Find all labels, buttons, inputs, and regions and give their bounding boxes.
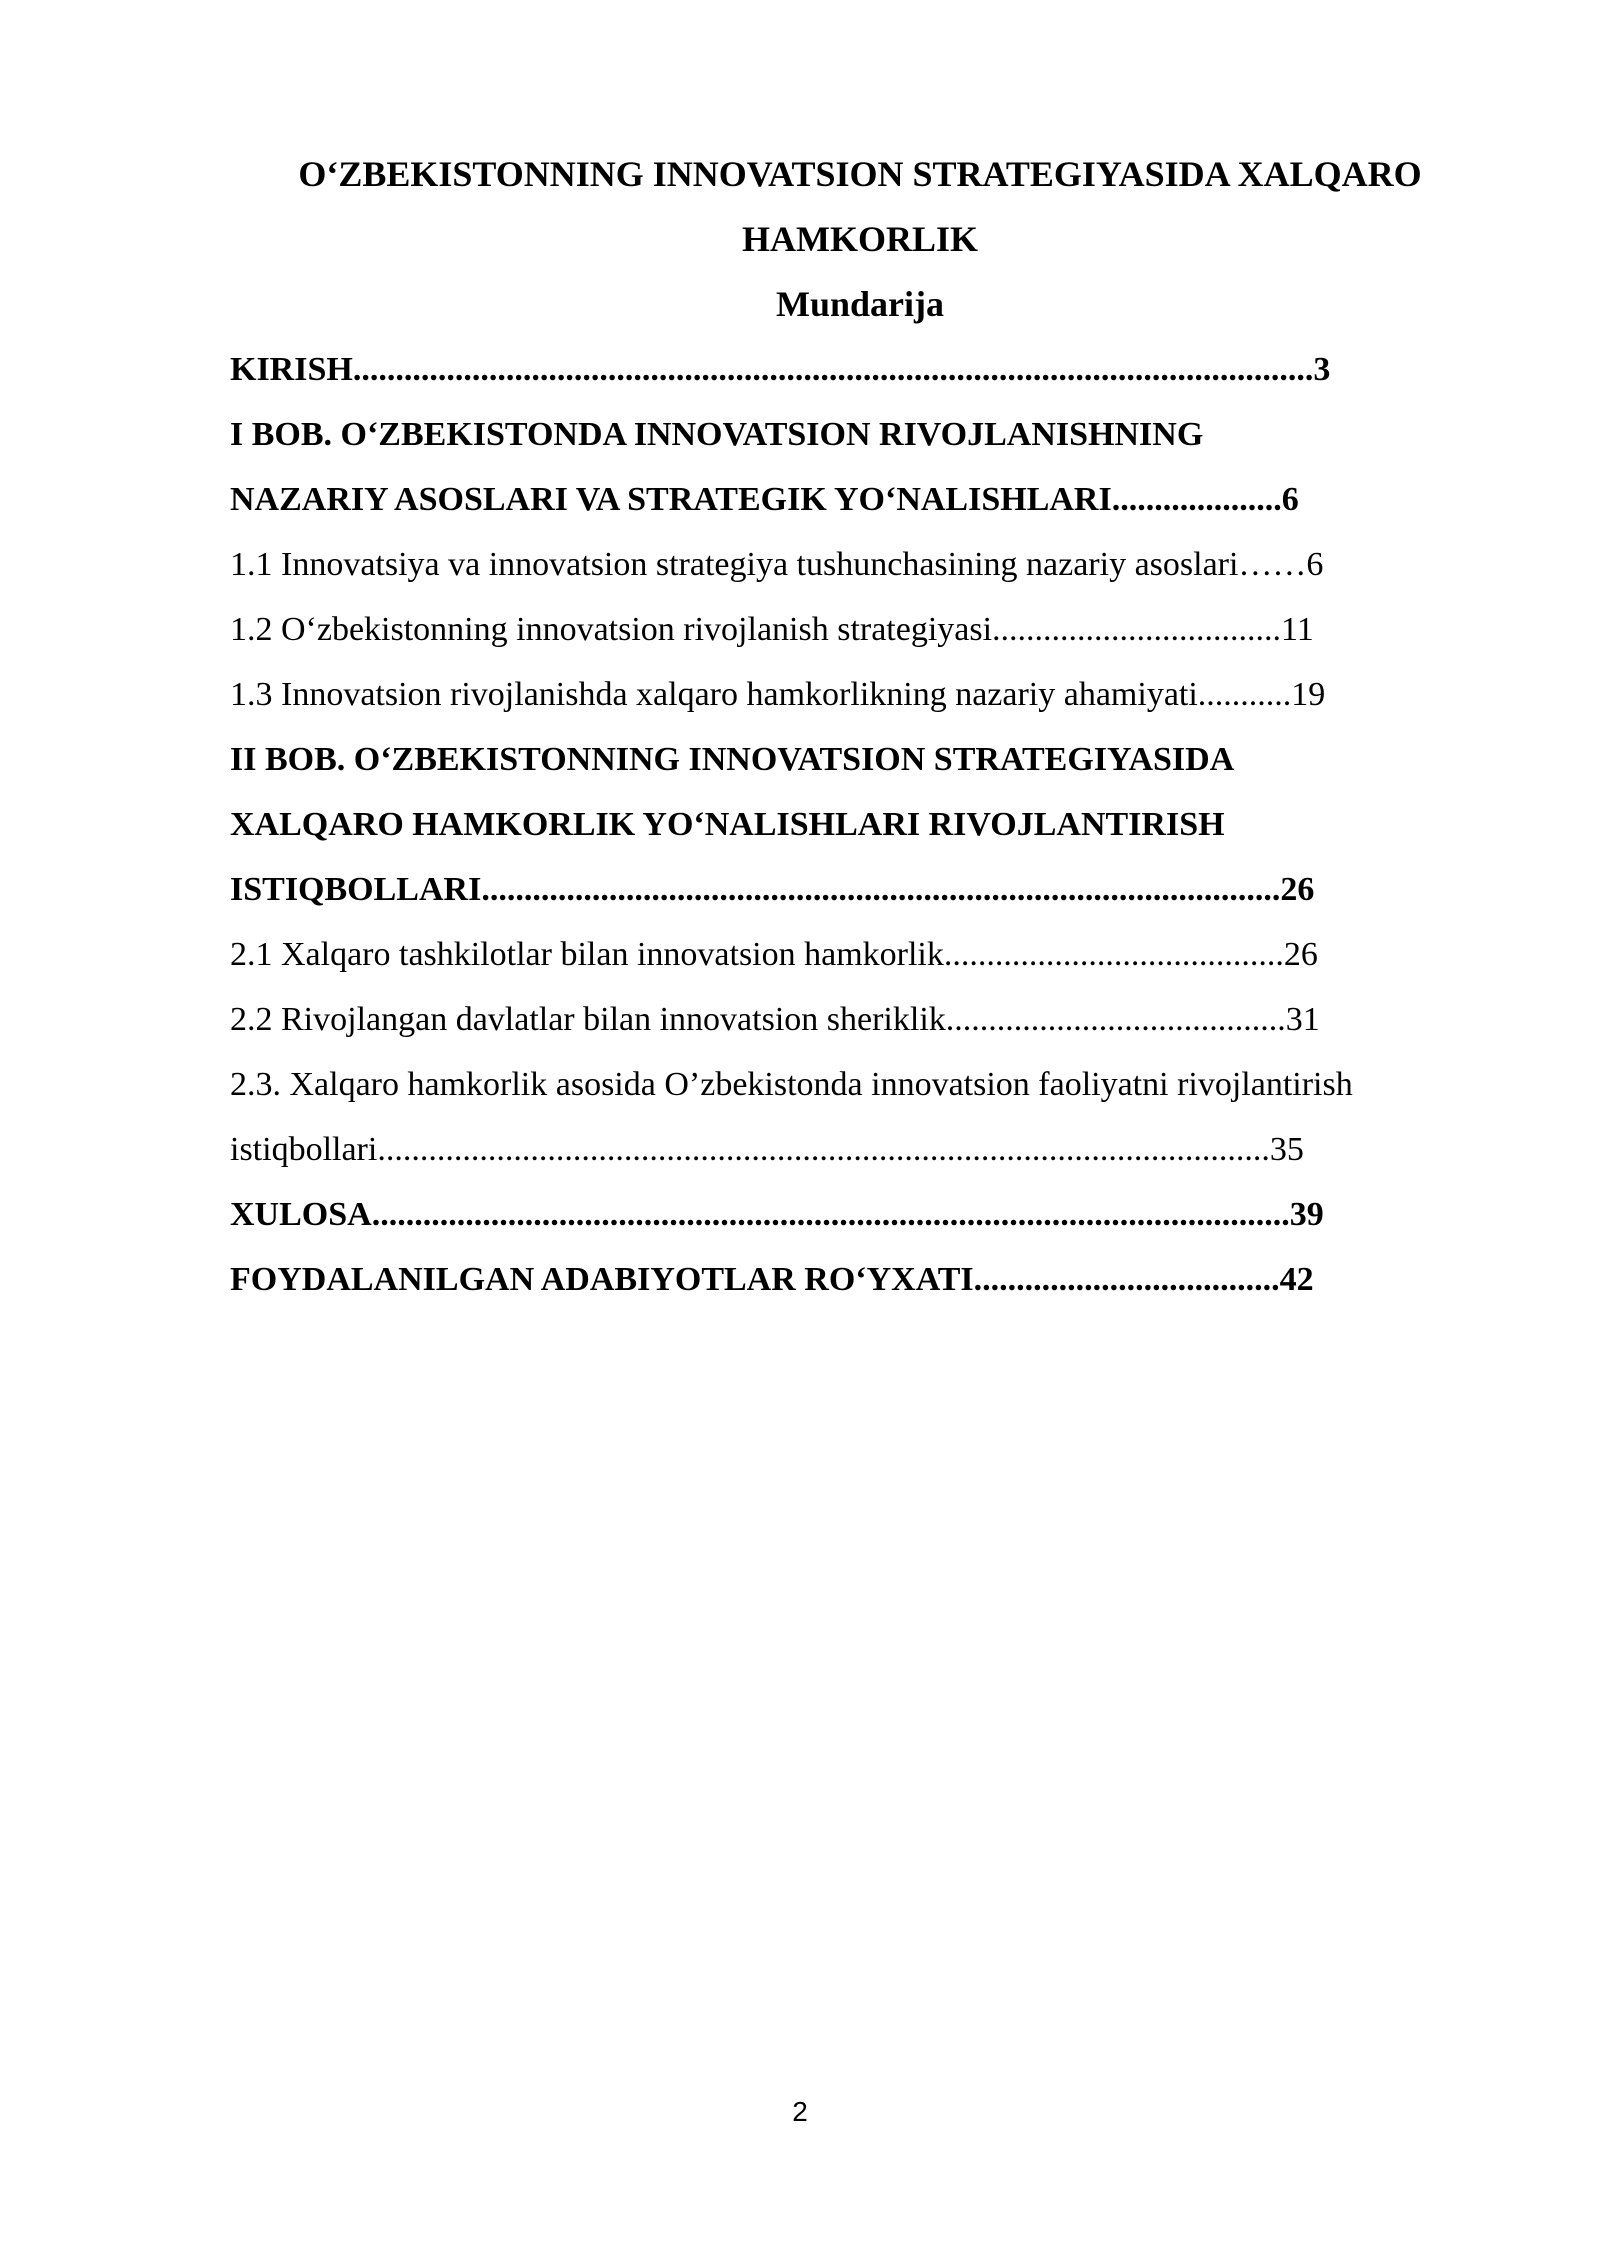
toc-entry-1-2: 1.2 O‘zbekistonning innovatsion rivojlanish strategiyasi..................................11 [230, 611, 1314, 648]
toc-entry-1-3: 1.3 Innovatsion rivojlanishda xalqaro hamkorlikning nazariy ahamiyati...........19 [230, 676, 1326, 713]
toc-entry-2-1: 2.1 Xalqaro tashkilotlar bilan innovatsion hamkorlik........................................26 [230, 936, 1318, 973]
toc-entry-1-1: 1.1 Innovatsiya va innovatsion strategiya tushunchasining nazariy asoslari……6 [230, 546, 1324, 583]
toc-entry-references: FOYDALANILGAN ADABIYOTLAR RO‘YXATI....................................42 [230, 1261, 1314, 1298]
toc-entry-2-3-line-1: 2.3. Xalqaro hamkorlik asosida O’zbekistonda innovatsion faoliyatni rivojlantirish [230, 1066, 1353, 1103]
toc-entry-kirish: KIRISH.................................................................................................................3 [230, 351, 1331, 388]
page-number: 2 [792, 2096, 808, 2127]
toc-heading: Mundarija [775, 284, 944, 324]
toc-entry-chapter-2-line-2: XALQARO HAMKORLIK YO‘NALISHLARI RIVOJLANTIRISH [230, 806, 1225, 843]
toc-entry-chapter-1-line-2: NAZARIY ASOSLARI VA STRATEGIK YO‘NALISHLARI....................6 [230, 481, 1299, 518]
toc-entry-2-2: 2.2 Rivojlangan davlatlar bilan innovatsion sheriklik........................................31 [230, 1001, 1320, 1038]
document-title-line-1: O‘ZBEKISTONNING INNOVATSION STRATEGIYASIDA XALQARO [298, 154, 1422, 194]
document-title-line-2: HAMKORLIK [741, 219, 978, 259]
toc-entry-chapter-2-line-3: ISTIQBOLLARI..............................................................................................26 [230, 871, 1315, 908]
toc-entry-2-3-line-2: istiqbollari.........................................................................................................35 [230, 1131, 1304, 1168]
toc-entry-xulosa: XULOSA............................................................................................................39 [230, 1196, 1324, 1233]
toc-entry-chapter-2-line-1: II BOB. O‘ZBEKISTONNING INNOVATSION STRATEGIYASIDA [230, 741, 1235, 778]
toc-entry-chapter-1-line-1: I BOB. O‘ZBEKISTONDA INNOVATSION RIVOJLANISHNING [230, 416, 1204, 453]
